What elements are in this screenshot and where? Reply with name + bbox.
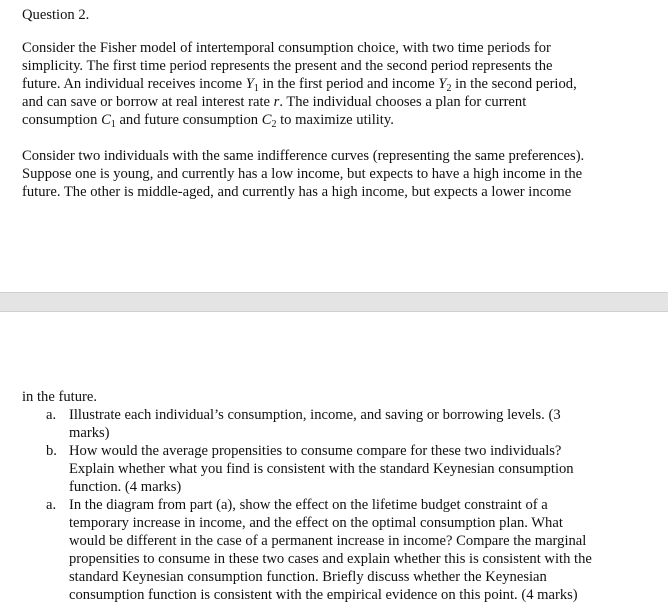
text-fragment: in the second period,: [451, 76, 577, 92]
subscript: 2: [271, 119, 277, 130]
question-item-c: [46, 496, 656, 604]
question-title: Question 2.: [22, 7, 90, 23]
item-marker: b.: [46, 443, 57, 459]
document-page-1: [0, 0, 668, 292]
continuation-text: in the future.: [22, 389, 97, 405]
text-fragment: and can save or borrow at real interest rate: [22, 94, 274, 110]
page-separator: [0, 292, 668, 312]
question-list: [46, 406, 656, 604]
consumption-var: C: [261, 112, 272, 128]
text-fragment: consumption: [22, 112, 102, 128]
text-fragment: to maximize utility.: [276, 112, 394, 128]
intro-paragraph: [22, 39, 652, 129]
subscript: 1: [253, 83, 259, 94]
item-line: propensities to consume in these two cases and explain whether this is consistent with the: [69, 551, 592, 567]
text-fragment: . The individual chooses a plan for current: [279, 94, 527, 110]
item-line: would be different in the case of a permanent increase in income? Compare the marginal: [69, 533, 587, 549]
text-line: [22, 111, 652, 129]
item-line: How would the average propensities to consume compare for these two individuals?: [69, 443, 562, 459]
consumption-var: C: [101, 112, 111, 128]
text-line: simplicity. The first time period represents the present and the second period represents the: [22, 58, 553, 74]
question-item-b: [46, 442, 656, 496]
item-line: Illustrate each individual’s consumption, income, and saving or borrowing levels. (3: [69, 407, 561, 423]
item-marker: a.: [46, 497, 57, 513]
text-line: [22, 75, 652, 93]
text-line: Consider two individuals with the same indifference curves (representing the same preferences).: [22, 148, 585, 164]
item-line: function. (4 marks): [69, 479, 182, 495]
scenario-paragraph: [22, 147, 652, 201]
text-line: future. The other is middle-aged, and currently has a high income, but expects a lower income: [22, 184, 572, 200]
text-line: Consider the Fisher model of intertemporal consumption choice, with two time periods for: [22, 40, 551, 56]
text-fragment: and future consumption: [115, 112, 262, 128]
document-page-2: [0, 310, 668, 616]
item-line: consumption function is consistent with the empirical evidence on this point. (4 marks): [69, 587, 578, 603]
question-item-a: [46, 406, 656, 442]
text-fragment: in the first period and income: [258, 76, 439, 92]
text-line: [22, 93, 652, 111]
interest-rate-var: r: [273, 94, 280, 110]
item-line: Explain whether what you find is consistent with the standard Keynesian consumption: [69, 461, 574, 477]
item-line: standard Keynesian consumption function. Briefly discuss whether the Keynesian: [69, 569, 547, 585]
item-line: temporary increase in income, and the effect on the optimal consumption plan. What: [69, 515, 563, 531]
item-marker: a.: [46, 407, 57, 423]
text-line: Suppose one is young, and currently has a low income, but expects to have a high income in the: [22, 166, 583, 182]
subscript: 1: [110, 119, 116, 130]
text-fragment: future. An individual receives income: [22, 76, 246, 92]
item-line: marks): [69, 425, 110, 441]
income-var: Y: [245, 76, 254, 92]
item-line: In the diagram from part (a), show the effect on the lifetime budget constraint of a: [69, 497, 548, 513]
subscript: 2: [446, 83, 452, 94]
income-var: Y: [438, 76, 447, 92]
